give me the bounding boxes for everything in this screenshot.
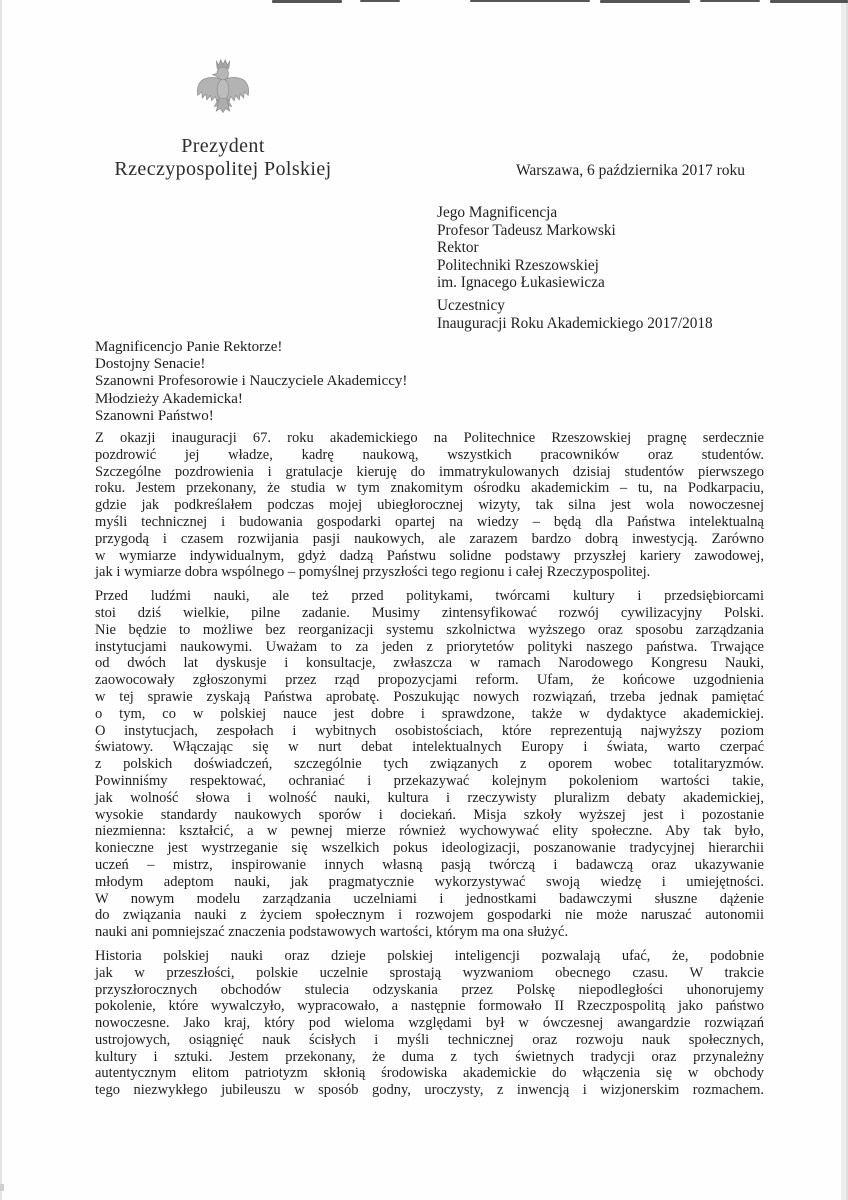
text-line: w wymiarze indywidualnym, gdyż dadzą Państwu solidne podstawy przyszłej kariery zawodowej, bbox=[95, 547, 764, 564]
scan-bottom-mark bbox=[0, 1184, 4, 1191]
text-line: zaowocowały zgłoszonymi przez rząd propozycjami reform. Ufam, że końcowe uzgodnienia bbox=[95, 672, 764, 689]
text-line: przyszłorocznych obchodów stulecia odzyskania przez Polskę niepodległości uhonorujemy bbox=[95, 981, 764, 998]
scan-top-artifact bbox=[360, 0, 400, 2]
text-line: nauki ani pomniejszać znaczenia podstawowych wartości, którym ma ona służyć. bbox=[95, 924, 569, 941]
letterhead-title bbox=[103, 135, 343, 181]
text-line: Politechniki Rzeszowskiej bbox=[437, 256, 599, 274]
text-line: myśli technicznej i budowania gospodarki opartej na wiedzy – będą dla Państwa intelektualną bbox=[95, 513, 764, 530]
letter-body bbox=[95, 430, 764, 1106]
text-line: jak w przeszłości, polskie uczelnie sprostają wyzwaniom obecnego czasu. W trakcie bbox=[95, 964, 764, 981]
text-line: Szanowni Profesorowie i Nauczyciele Akademiccy! bbox=[95, 373, 408, 390]
text-line: Młodzieży Akademicka! bbox=[95, 390, 243, 407]
text-line: Nie będzie to możliwe bez reorganizacji systemu szkolnictwa wyższego oraz sposobu zarządzania bbox=[95, 621, 764, 638]
text-line: jak wolność słowa i wolność nauki, kultura i rzeczywisty pluralizm debaty akademickiej, bbox=[95, 789, 764, 806]
text-line: Przed ludźmi nauki, ale też przed politykami, twórcami kultury i przedsiębiorcami bbox=[95, 588, 764, 605]
scan-top-artifact bbox=[600, 0, 690, 3]
scan-top-artifact bbox=[272, 0, 342, 3]
scan-top-artifact bbox=[700, 0, 760, 2]
text-line: niezmienna: kształcić, a w pewnej mierze również wychowywać elity społeczne. Aby tak było, bbox=[95, 823, 764, 840]
text-line: autentycznym elitom patriotyzm skłonią środowiska akademickie do włączenia się w obchody bbox=[95, 1065, 764, 1082]
text-line: im. Ignacego Łukasiewicza bbox=[437, 274, 605, 291]
text-line: wysokie standardy naukowych sporów i dociekań. Misja szkoły wyższej jest i pozostanie bbox=[95, 806, 764, 823]
text-line: Historia polskiej nauki oraz dzieje polskiej inteligencji pozwalają ufać, że, podobnie bbox=[95, 947, 764, 964]
text-line: nowoczesne. Jako kraj, który pod wieloma względami był w ówczesnej awangardzie rozwiązań bbox=[95, 1015, 764, 1032]
text-line: stoi dziś wielkie, pilne zadanie. Musimy zintensyfikować rozwój cywilizacyjny Polski. bbox=[95, 604, 764, 621]
text-line: od dwóch lat dyskusje i konsultacje, zwłaszcza w ramach Narodowego Kongresu Nauki, bbox=[95, 655, 764, 672]
letterhead-title-line1: Prezydent bbox=[181, 135, 265, 157]
text-line: pokolenie, które wywalczyło, wypracowało, a następnie formowało II Rzeczpospolitą jako państwo bbox=[95, 998, 764, 1015]
text-line: roku. Jestem przekonany, że studia w tym znakomitym ośrodku akademickim – tu, na Podkarpaciu, bbox=[95, 480, 764, 497]
text-line: o tym, co w polskiej nauce jest dobre i sprawdzone, także w dydaktyce akademickiej. bbox=[95, 705, 764, 722]
body-paragraph-2 bbox=[95, 588, 764, 941]
text-line: Dostojny Senacie! bbox=[95, 356, 206, 373]
text-line: Szanowni Państwo! bbox=[95, 407, 214, 424]
date-line: Warszawa, 6 października 2017 roku bbox=[516, 162, 746, 179]
letterhead-title-line2: Rzeczypospolitej Polskiej bbox=[114, 158, 332, 180]
text-line: Profesor Tadeusz Markowski bbox=[437, 221, 616, 239]
text-line: ustrojowych, osiągnięć nauk ścisłych i myśli technicznej oraz rozwoju nauk społecznych, bbox=[95, 1031, 764, 1048]
text-line: Magnificencjo Panie Rektorze! bbox=[95, 339, 283, 355]
text-line: instytucjami naukowymi. Uważam to za jeden z priorytetów polityki naszego państwa. Trwające bbox=[95, 638, 764, 655]
text-line: przygodą i czasem rozwijania pasji naukowych, ale zarazem bardzo dobrą inwestycją. Zarówno bbox=[95, 530, 764, 547]
text-line: Powinniśmy respektować, ochraniać i przekazywać kolejnym pokoleniom wartości takie, bbox=[95, 772, 764, 789]
body-paragraph-3 bbox=[95, 948, 764, 1099]
participants-block bbox=[437, 297, 713, 332]
text-line: konieczne jest wystrzeganie się wszelkich pokus ideologizacji, poszanowanie tradycyjnej hierarchii bbox=[95, 840, 764, 857]
addressee-block bbox=[437, 204, 616, 292]
text-line: tego niezwykłego jubileuszu w sposób godny, uroczysty, z inwencją i wizjonerskim rozmachem. bbox=[95, 1082, 764, 1099]
text-line: z polskich doświadczeń, szczególnie tych związanych z oporem wobec totalitaryzmów. bbox=[95, 756, 764, 773]
text-line: W nowym modelu zarządzania uczelniami i jednostkami badawczymi słuszne dążenie bbox=[95, 890, 764, 907]
text-line: Szczególne pozdrowienia i gratulacje kieruję do immatrykulowanych dzisiaj studentów pierwszego bbox=[95, 463, 764, 480]
scan-top-artifact bbox=[470, 0, 590, 2]
text-line: w tej sprawie zyskają Państwa aprobatę. Poszukując nowych rozwiązań, trzeba jednak pamiętać bbox=[95, 688, 764, 705]
scan-left-edge bbox=[0, 0, 2, 1200]
text-line: pozdrowić jej władze, kadrę naukową, wszystkich pracowników oraz studentów. bbox=[95, 446, 764, 463]
text-line: O instytucjach, zespołach i wybitnych osobistościach, które reprezentują najwyższy poziom bbox=[95, 722, 764, 739]
text-line: jak i wymiarze dobra wspólnego – pomyślnej przyszłości tego regionu i całej Rzeczypospolitej. bbox=[95, 564, 651, 581]
text-line: kultury i sztuki. Jestem przekonany, że duma z tych świetnych tradycji oraz przynależny bbox=[95, 1048, 764, 1065]
scan-top-artifact bbox=[770, 0, 848, 3]
text-line: uczeń – mistrz, inspirowanie innych własną pasją twórczą i badawczą oraz ukazywanie bbox=[95, 856, 764, 873]
text-line: Z okazji inauguracji 67. roku akademickiego na Politechnice Rzeszowskiej pragnę serdecznie bbox=[95, 430, 764, 446]
letterhead bbox=[103, 54, 343, 181]
text-line: gdzie jak podkreślałem podczas mojej ubiegłorocznej wizyty, tak silna jest wola nowoczesnej bbox=[95, 497, 764, 514]
text-line: młodym adeptom nauki, jak pragmatycznie wykorzystywać swoją wiedzę i umiejętności. bbox=[95, 873, 764, 890]
text-line: Inauguracji Roku Akademickiego 2017/2018 bbox=[437, 314, 713, 332]
salutation-block bbox=[95, 339, 407, 425]
polish-eagle-icon bbox=[196, 54, 250, 126]
body-paragraph-1 bbox=[95, 430, 764, 581]
text-line: Jego Magnificencja bbox=[437, 204, 558, 221]
text-line: do związania nauki z życiem społecznym i rozwojem gospodarki nie może naruszać autonomii bbox=[95, 907, 764, 924]
text-line: Uczestnicy bbox=[437, 297, 505, 314]
text-line: Rektor bbox=[437, 239, 479, 256]
text-line: światowy. Włączając się w nurt debat intelektualnych Europy i świata, warto czerpać bbox=[95, 739, 764, 756]
